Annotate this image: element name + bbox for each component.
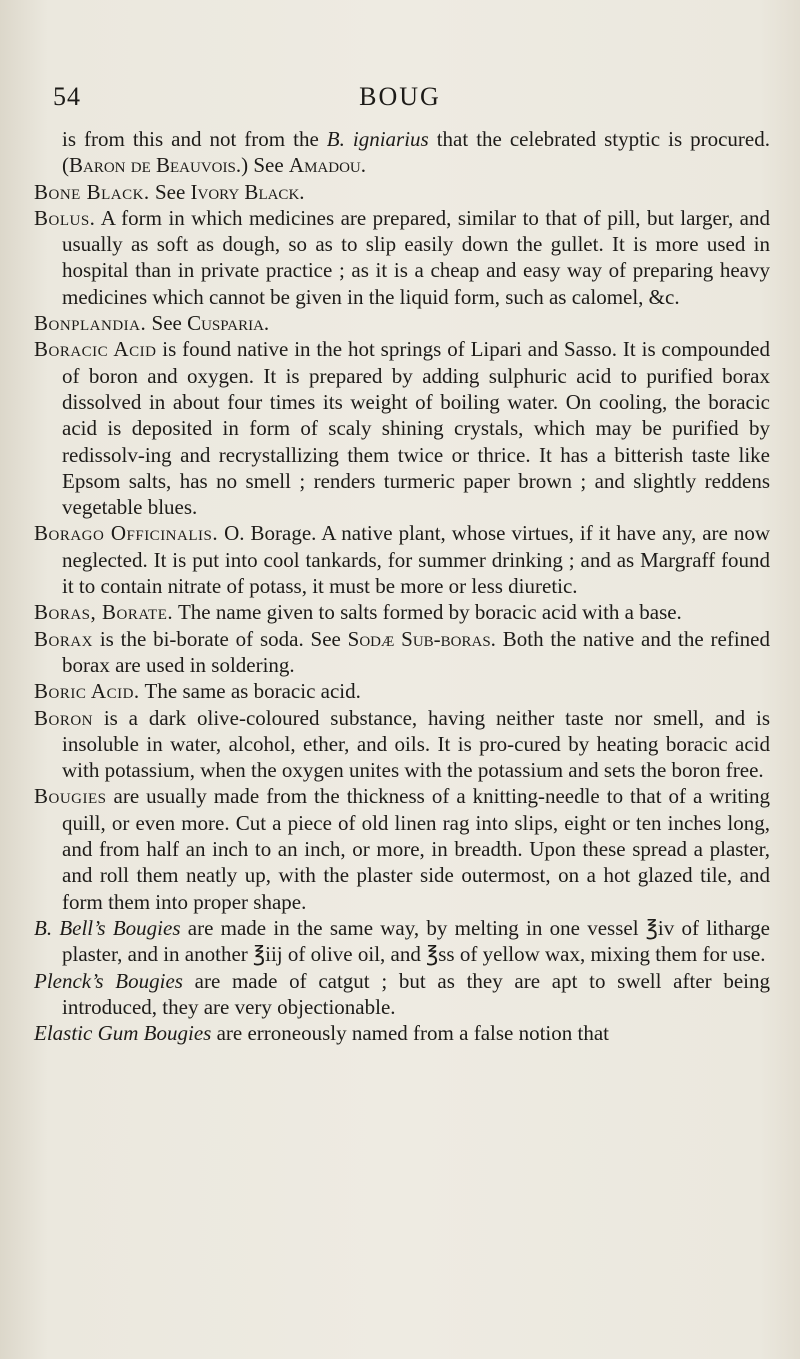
entry-text: Elastic Gum Bougies [34, 1021, 212, 1046]
entry-text: The name given to salts formed by boracic acid with a base. [173, 600, 682, 625]
entry-text: The same as boracic acid. [139, 679, 361, 704]
entry-text: are made of catgut ; but as they are apt to swell after being introduced, they are very objectionable. [62, 968, 770, 1019]
entry-text: is the bi-borate of soda. See [93, 626, 348, 651]
entry-plencks-bougies [34, 968, 770, 1021]
entry-bone-black [34, 179, 770, 205]
entry-boracic-acid [34, 336, 770, 520]
entry-headword: Boron [34, 705, 94, 730]
entry-text: Plenck’s Bougies [34, 968, 183, 993]
entry-text: See [146, 311, 188, 336]
entry-text: See [149, 179, 191, 204]
entry-text: that the celebrated styptic is procured. ( [62, 127, 770, 178]
dictionary-entries [34, 126, 770, 1046]
entry-headword: Boracic Acid [34, 337, 157, 362]
entry-headword: Borago Officinalis. [34, 521, 219, 546]
entry-bolus [34, 205, 770, 310]
entry-text: Cusparia. [187, 311, 270, 336]
entry-text: are erroneously named from a false notion that [211, 1021, 609, 1046]
entry-boron [34, 705, 770, 784]
entry-headword: Bougies [34, 784, 107, 809]
entry-headword: Bone Black. [34, 179, 150, 204]
entry-text: are made in the same way, by melting in one vessel ℥iv of litharge plaster, and in another ℥iij of olive oil, and ℥ss of yellow wax, mixing them for use. [62, 915, 770, 967]
running-head [45, 82, 755, 112]
entry-text: is from this and not from the [62, 127, 327, 151]
entry-text: B. igniarius [326, 127, 429, 151]
entry-bougies [34, 783, 770, 914]
entry-headword: Borax [34, 626, 94, 651]
entry-headword: Boric Acid. [34, 679, 140, 704]
entry-text: Ivory Black. [190, 179, 305, 204]
entry-text: are usually made from the thickness of a knitting-needle to that of a writing quill, or even more. Cut a piece of old linen rag into slips, eight or ten inches long, and from half an inch to an inch, or more, in breadth. Upon these spread a plaster, and roll them neatly up, with the plaster side outermost, on a hot glazed tile, and form them into proper shape. [62, 784, 770, 914]
entry-borax [34, 626, 770, 679]
entry-headword: Bonplandia. [34, 311, 147, 336]
entry-boric-acid [34, 678, 770, 704]
entry-bells-bougies [34, 915, 770, 968]
entry-elastic-gum-bougies [34, 1020, 770, 1046]
page-number: 54 [53, 82, 81, 111]
entry-text: is a dark olive-coloured substance, having neither taste nor smell, and is insoluble in water, alcohol, ether, and oils. It is pro-cured by heating boracic acid with potassium, when the oxygen unites with the potassium and sets the boron free. [62, 705, 770, 783]
entry-headword: Bolus. [34, 205, 96, 230]
entry-amadou-cont [34, 126, 770, 179]
entry-text: Amadou. [288, 153, 367, 178]
entry-borago [34, 520, 770, 599]
entry-text: B. Bell’s Bougies [34, 915, 181, 940]
entry-text: O. Borage. A native plant, whose virtues, if it have any, are now neglected. It is put into cool tankards, for summer drinking ; and as Margraff found it to contain nitrate of potass, it must be more or less diuretic. [62, 521, 770, 599]
entry-text: ) See [241, 153, 289, 178]
running-title: BOUG [359, 82, 441, 111]
entry-text: A form in which medicines are prepared, similar to that of pill, but larger, and usually as soft as dough, so as to slip easily down the gullet. It is more used in hospital than in private practice ; as it is a cheap and easy way of preparing heavy medicines which cannot be given in the liquid form, such as calomel, &c. [62, 205, 770, 309]
entry-bonplandia [34, 310, 770, 336]
entry-boras [34, 599, 770, 625]
entry-text: Both the native and the refined borax are used in soldering. [62, 626, 770, 677]
entry-headword: Boras, Borate. [34, 600, 174, 625]
entry-text: Baron de Beauvois. [69, 153, 242, 178]
entry-text: Sodæ Sub-boras. [347, 626, 496, 651]
entry-text: is found native in the hot springs of Lipari and Sasso. It is compounded of boron and oxygen. It is prepared by adding sulphuric acid to purified borax dissolved in about four times its weight of boiling water. On cooling, the boracic acid is deposited in form of scaly shining crystals, which may be purified by redissolv-ing and recrystallizing them twice or thrice. It has a bitterish taste like Epsom salts, has no smell ; renders turmeric paper brown ; and slightly reddens vegetable blues. [62, 337, 770, 520]
